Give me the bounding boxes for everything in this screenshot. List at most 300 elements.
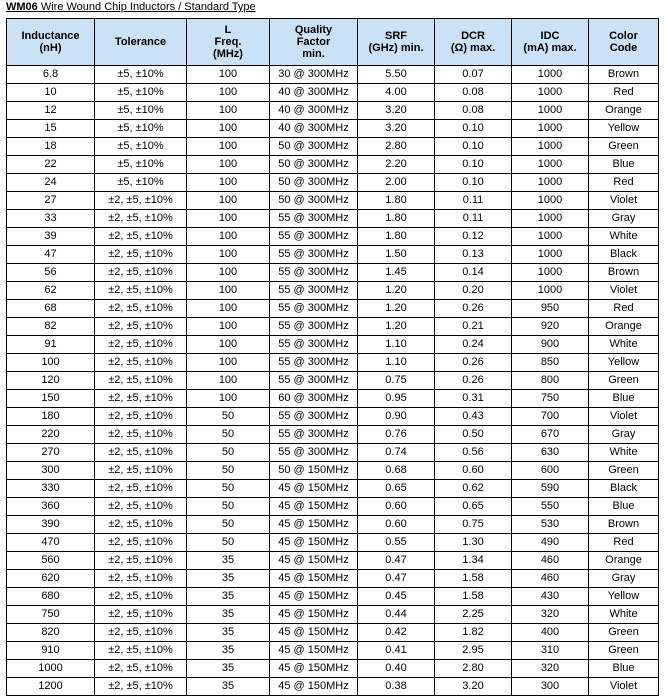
cell-dcr: 0.10 xyxy=(435,156,512,174)
cell-srf: 0.60 xyxy=(358,516,435,534)
cell-dcr: 0.56 xyxy=(435,444,512,462)
column-header-line: Quality xyxy=(294,24,333,36)
cell-idc: 460 xyxy=(512,552,589,570)
cell-inductance: 680 xyxy=(7,588,95,606)
cell-color-code: Red xyxy=(589,84,659,102)
cell-quality-factor: 50 @ 300MHz xyxy=(270,138,358,156)
cell-color-code: Gray xyxy=(589,426,659,444)
cell-inductance: 1000 xyxy=(7,660,95,678)
table-row xyxy=(7,498,659,516)
cell-dcr: 0.60 xyxy=(435,462,512,480)
column-header-line: (nH) xyxy=(39,42,62,54)
table-row xyxy=(7,678,659,696)
column-header-l-freq xyxy=(187,19,270,66)
cell-dcr: 0.26 xyxy=(435,372,512,390)
cell-inductance: 62 xyxy=(7,282,95,300)
column-header-line: IDC xyxy=(540,30,560,42)
part-number: WM06 xyxy=(6,1,38,13)
cell-srf: 3.20 xyxy=(358,120,435,138)
column-header-line: Factor xyxy=(296,36,331,48)
cell-tolerance: ±5, ±10% xyxy=(95,102,187,120)
cell-color-code: Violet xyxy=(589,192,659,210)
table-row xyxy=(7,480,659,498)
table-row xyxy=(7,354,659,372)
cell-color-code: Blue xyxy=(589,498,659,516)
cell-color-code: Blue xyxy=(589,660,659,678)
cell-inductance: 15 xyxy=(7,120,95,138)
cell-color-code: White xyxy=(589,444,659,462)
cell-color-code: Orange xyxy=(589,318,659,336)
cell-l-freq: 50 xyxy=(187,534,270,552)
cell-quality-factor: 55 @ 300MHz xyxy=(270,354,358,372)
cell-srf: 5.50 xyxy=(358,66,435,84)
table-row xyxy=(7,84,659,102)
table-row xyxy=(7,174,659,192)
cell-quality-factor: 55 @ 300MHz xyxy=(270,336,358,354)
cell-tolerance: ±2, ±5, ±10% xyxy=(95,264,187,282)
table-body xyxy=(7,66,659,696)
cell-srf: 0.47 xyxy=(358,570,435,588)
cell-srf: 4.00 xyxy=(358,84,435,102)
cell-inductance: 33 xyxy=(7,210,95,228)
cell-l-freq: 35 xyxy=(187,624,270,642)
cell-srf: 0.42 xyxy=(358,624,435,642)
table-row xyxy=(7,408,659,426)
table-row xyxy=(7,300,659,318)
cell-quality-factor: 45 @ 150MHz xyxy=(270,552,358,570)
cell-idc: 550 xyxy=(512,498,589,516)
table-row xyxy=(7,102,659,120)
table-row xyxy=(7,588,659,606)
cell-dcr: 0.11 xyxy=(435,192,512,210)
cell-idc: 300 xyxy=(512,678,589,696)
cell-l-freq: 35 xyxy=(187,606,270,624)
column-header-line: (Ω) max. xyxy=(450,42,496,54)
cell-inductance: 360 xyxy=(7,498,95,516)
cell-quality-factor: 45 @ 150MHz xyxy=(270,642,358,660)
cell-color-code: Black xyxy=(589,480,659,498)
cell-quality-factor: 55 @ 300MHz xyxy=(270,300,358,318)
cell-dcr: 0.10 xyxy=(435,174,512,192)
cell-idc: 1000 xyxy=(512,264,589,282)
cell-idc: 700 xyxy=(512,408,589,426)
cell-srf: 0.65 xyxy=(358,480,435,498)
cell-idc: 310 xyxy=(512,642,589,660)
table-row xyxy=(7,246,659,264)
cell-idc: 900 xyxy=(512,336,589,354)
cell-dcr: 0.10 xyxy=(435,138,512,156)
cell-inductance: 24 xyxy=(7,174,95,192)
cell-tolerance: ±2, ±5, ±10% xyxy=(95,228,187,246)
cell-tolerance: ±2, ±5, ±10% xyxy=(95,336,187,354)
cell-tolerance: ±2, ±5, ±10% xyxy=(95,552,187,570)
cell-srf: 0.68 xyxy=(358,462,435,480)
cell-color-code: Violet xyxy=(589,408,659,426)
table-row xyxy=(7,534,659,552)
table-row xyxy=(7,624,659,642)
table-row xyxy=(7,516,659,534)
cell-l-freq: 100 xyxy=(187,354,270,372)
cell-color-code: Orange xyxy=(589,102,659,120)
column-header-line: SRF xyxy=(385,30,407,42)
cell-dcr: 0.13 xyxy=(435,246,512,264)
cell-inductance: 220 xyxy=(7,426,95,444)
cell-srf: 0.47 xyxy=(358,552,435,570)
table-row xyxy=(7,552,659,570)
cell-inductance: 560 xyxy=(7,552,95,570)
cell-quality-factor: 55 @ 300MHz xyxy=(270,246,358,264)
column-header-inductance xyxy=(7,19,95,66)
cell-srf: 1.10 xyxy=(358,354,435,372)
cell-srf: 1.20 xyxy=(358,318,435,336)
table-row xyxy=(7,264,659,282)
table-row xyxy=(7,660,659,678)
cell-idc: 1000 xyxy=(512,174,589,192)
cell-l-freq: 100 xyxy=(187,300,270,318)
cell-tolerance: ±2, ±5, ±10% xyxy=(95,570,187,588)
cell-l-freq: 100 xyxy=(187,318,270,336)
cell-idc: 590 xyxy=(512,480,589,498)
cell-quality-factor: 45 @ 150MHz xyxy=(270,498,358,516)
cell-srf: 1.80 xyxy=(358,210,435,228)
cell-idc: 1000 xyxy=(512,156,589,174)
cell-dcr: 1.58 xyxy=(435,588,512,606)
column-header-quality-factor xyxy=(270,19,358,66)
cell-tolerance: ±2, ±5, ±10% xyxy=(95,462,187,480)
cell-color-code: Brown xyxy=(589,264,659,282)
cell-tolerance: ±2, ±5, ±10% xyxy=(95,426,187,444)
cell-color-code: Green xyxy=(589,138,659,156)
cell-inductance: 1200 xyxy=(7,678,95,696)
cell-idc: 400 xyxy=(512,624,589,642)
cell-quality-factor: 45 @ 150MHz xyxy=(270,516,358,534)
cell-inductance: 6.8 xyxy=(7,66,95,84)
cell-color-code: Brown xyxy=(589,516,659,534)
cell-inductance: 620 xyxy=(7,570,95,588)
cell-l-freq: 50 xyxy=(187,426,270,444)
table-row xyxy=(7,336,659,354)
cell-quality-factor: 45 @ 150MHz xyxy=(270,480,358,498)
title-text: Wire Wound Chip Inductors / Standard Type xyxy=(37,1,256,13)
cell-l-freq: 100 xyxy=(187,156,270,174)
cell-dcr: 0.11 xyxy=(435,210,512,228)
cell-tolerance: ±2, ±5, ±10% xyxy=(95,246,187,264)
cell-inductance: 150 xyxy=(7,390,95,408)
cell-tolerance: ±2, ±5, ±10% xyxy=(95,444,187,462)
cell-idc: 1000 xyxy=(512,120,589,138)
cell-color-code: White xyxy=(589,228,659,246)
cell-dcr: 0.43 xyxy=(435,408,512,426)
column-header-line: min. xyxy=(302,48,325,60)
cell-color-code: Yellow xyxy=(589,588,659,606)
cell-color-code: Red xyxy=(589,174,659,192)
cell-quality-factor: 40 @ 300MHz xyxy=(270,84,358,102)
table-row xyxy=(7,138,659,156)
table-row xyxy=(7,210,659,228)
cell-quality-factor: 45 @ 150MHz xyxy=(270,606,358,624)
cell-tolerance: ±2, ±5, ±10% xyxy=(95,408,187,426)
cell-l-freq: 100 xyxy=(187,192,270,210)
cell-quality-factor: 55 @ 300MHz xyxy=(270,444,358,462)
cell-tolerance: ±2, ±5, ±10% xyxy=(95,300,187,318)
cell-quality-factor: 50 @ 150MHz xyxy=(270,462,358,480)
cell-l-freq: 100 xyxy=(187,84,270,102)
cell-tolerance: ±5, ±10% xyxy=(95,156,187,174)
cell-srf: 0.41 xyxy=(358,642,435,660)
cell-quality-factor: 55 @ 300MHz xyxy=(270,264,358,282)
cell-srf: 0.44 xyxy=(358,606,435,624)
table-row xyxy=(7,426,659,444)
cell-inductance: 39 xyxy=(7,228,95,246)
cell-l-freq: 35 xyxy=(187,678,270,696)
table-row xyxy=(7,462,659,480)
cell-l-freq: 100 xyxy=(187,174,270,192)
cell-quality-factor: 55 @ 300MHz xyxy=(270,408,358,426)
cell-srf: 0.45 xyxy=(358,588,435,606)
cell-srf: 0.60 xyxy=(358,498,435,516)
cell-color-code: White xyxy=(589,336,659,354)
cell-l-freq: 100 xyxy=(187,120,270,138)
cell-srf: 0.55 xyxy=(358,534,435,552)
cell-dcr: 0.26 xyxy=(435,354,512,372)
cell-idc: 1000 xyxy=(512,84,589,102)
table-row xyxy=(7,228,659,246)
cell-dcr: 0.08 xyxy=(435,102,512,120)
cell-dcr: 0.14 xyxy=(435,264,512,282)
cell-color-code: Green xyxy=(589,642,659,660)
cell-srf: 0.90 xyxy=(358,408,435,426)
column-header-color-code xyxy=(589,19,659,66)
cell-inductance: 82 xyxy=(7,318,95,336)
cell-dcr: 1.58 xyxy=(435,570,512,588)
cell-inductance: 270 xyxy=(7,444,95,462)
cell-quality-factor: 55 @ 300MHz xyxy=(270,282,358,300)
table-row xyxy=(7,390,659,408)
cell-color-code: Brown xyxy=(589,66,659,84)
table-row xyxy=(7,66,659,84)
cell-l-freq: 35 xyxy=(187,642,270,660)
cell-dcr: 0.75 xyxy=(435,516,512,534)
cell-idc: 1000 xyxy=(512,192,589,210)
cell-color-code: Yellow xyxy=(589,354,659,372)
column-header-srf xyxy=(358,19,435,66)
table-row xyxy=(7,606,659,624)
cell-quality-factor: 55 @ 300MHz xyxy=(270,228,358,246)
column-header-line: Inductance xyxy=(21,30,80,42)
cell-inductance: 120 xyxy=(7,372,95,390)
cell-tolerance: ±2, ±5, ±10% xyxy=(95,624,187,642)
cell-idc: 490 xyxy=(512,534,589,552)
cell-color-code: Gray xyxy=(589,210,659,228)
cell-idc: 1000 xyxy=(512,246,589,264)
cell-idc: 630 xyxy=(512,444,589,462)
cell-idc: 1000 xyxy=(512,102,589,120)
cell-inductance: 68 xyxy=(7,300,95,318)
cell-l-freq: 50 xyxy=(187,444,270,462)
cell-idc: 850 xyxy=(512,354,589,372)
cell-tolerance: ±2, ±5, ±10% xyxy=(95,498,187,516)
cell-srf: 0.76 xyxy=(358,426,435,444)
cell-quality-factor: 30 @ 300MHz xyxy=(270,66,358,84)
cell-idc: 320 xyxy=(512,606,589,624)
table-header xyxy=(7,19,659,66)
cell-color-code: Violet xyxy=(589,282,659,300)
column-header-line: Color xyxy=(609,30,638,42)
cell-idc: 320 xyxy=(512,660,589,678)
cell-inductance: 56 xyxy=(7,264,95,282)
cell-dcr: 0.08 xyxy=(435,84,512,102)
cell-srf: 0.38 xyxy=(358,678,435,696)
cell-l-freq: 50 xyxy=(187,516,270,534)
cell-tolerance: ±2, ±5, ±10% xyxy=(95,678,187,696)
cell-srf: 1.20 xyxy=(358,282,435,300)
table-row xyxy=(7,192,659,210)
cell-l-freq: 35 xyxy=(187,570,270,588)
cell-tolerance: ±2, ±5, ±10% xyxy=(95,390,187,408)
cell-color-code: Gray xyxy=(589,570,659,588)
cell-tolerance: ±2, ±5, ±10% xyxy=(95,192,187,210)
column-header-line: L xyxy=(224,24,232,36)
cell-quality-factor: 50 @ 300MHz xyxy=(270,174,358,192)
cell-l-freq: 50 xyxy=(187,408,270,426)
cell-l-freq: 50 xyxy=(187,480,270,498)
header-row xyxy=(7,19,659,66)
cell-dcr: 2.25 xyxy=(435,606,512,624)
cell-quality-factor: 45 @ 150MHz xyxy=(270,570,358,588)
cell-inductance: 91 xyxy=(7,336,95,354)
cell-srf: 0.40 xyxy=(358,660,435,678)
cell-dcr: 2.95 xyxy=(435,642,512,660)
cell-l-freq: 100 xyxy=(187,66,270,84)
cell-dcr: 0.20 xyxy=(435,282,512,300)
cell-quality-factor: 40 @ 300MHz xyxy=(270,102,358,120)
column-header-line: DCR xyxy=(461,30,485,42)
cell-tolerance: ±2, ±5, ±10% xyxy=(95,354,187,372)
cell-tolerance: ±2, ±5, ±10% xyxy=(95,282,187,300)
cell-idc: 530 xyxy=(512,516,589,534)
page-title xyxy=(6,1,256,14)
table-row xyxy=(7,570,659,588)
cell-dcr: 1.34 xyxy=(435,552,512,570)
cell-color-code: Yellow xyxy=(589,120,659,138)
cell-inductance: 47 xyxy=(7,246,95,264)
cell-dcr: 0.65 xyxy=(435,498,512,516)
cell-dcr: 0.62 xyxy=(435,480,512,498)
cell-idc: 600 xyxy=(512,462,589,480)
cell-srf: 2.20 xyxy=(358,156,435,174)
cell-tolerance: ±2, ±5, ±10% xyxy=(95,372,187,390)
cell-quality-factor: 55 @ 300MHz xyxy=(270,372,358,390)
cell-srf: 2.80 xyxy=(358,138,435,156)
column-header-tolerance xyxy=(95,19,187,66)
cell-dcr: 3.20 xyxy=(435,678,512,696)
cell-l-freq: 100 xyxy=(187,372,270,390)
cell-tolerance: ±2, ±5, ±10% xyxy=(95,534,187,552)
cell-idc: 1000 xyxy=(512,228,589,246)
cell-color-code: Orange xyxy=(589,552,659,570)
cell-dcr: 0.24 xyxy=(435,336,512,354)
cell-l-freq: 35 xyxy=(187,588,270,606)
cell-srf: 1.10 xyxy=(358,336,435,354)
cell-quality-factor: 50 @ 300MHz xyxy=(270,192,358,210)
cell-srf: 0.95 xyxy=(358,390,435,408)
cell-tolerance: ±5, ±10% xyxy=(95,66,187,84)
cell-color-code: Blue xyxy=(589,156,659,174)
cell-srf: 0.75 xyxy=(358,372,435,390)
column-header-line: Code xyxy=(609,42,638,54)
cell-srf: 0.74 xyxy=(358,444,435,462)
cell-tolerance: ±2, ±5, ±10% xyxy=(95,642,187,660)
cell-l-freq: 100 xyxy=(187,246,270,264)
cell-inductance: 10 xyxy=(7,84,95,102)
cell-inductance: 18 xyxy=(7,138,95,156)
column-header-line: (GHz) min. xyxy=(368,42,424,54)
cell-tolerance: ±5, ±10% xyxy=(95,84,187,102)
cell-inductance: 330 xyxy=(7,480,95,498)
cell-l-freq: 100 xyxy=(187,336,270,354)
cell-tolerance: ±2, ±5, ±10% xyxy=(95,318,187,336)
cell-inductance: 180 xyxy=(7,408,95,426)
cell-dcr: 0.21 xyxy=(435,318,512,336)
cell-tolerance: ±5, ±10% xyxy=(95,138,187,156)
cell-quality-factor: 40 @ 300MHz xyxy=(270,120,358,138)
cell-l-freq: 100 xyxy=(187,102,270,120)
cell-idc: 1000 xyxy=(512,66,589,84)
cell-quality-factor: 45 @ 150MHz xyxy=(270,678,358,696)
cell-tolerance: ±2, ±5, ±10% xyxy=(95,516,187,534)
cell-quality-factor: 55 @ 300MHz xyxy=(270,210,358,228)
cell-dcr: 1.30 xyxy=(435,534,512,552)
cell-l-freq: 35 xyxy=(187,552,270,570)
cell-tolerance: ±2, ±5, ±10% xyxy=(95,660,187,678)
cell-idc: 430 xyxy=(512,588,589,606)
cell-l-freq: 100 xyxy=(187,210,270,228)
cell-srf: 1.20 xyxy=(358,300,435,318)
cell-idc: 920 xyxy=(512,318,589,336)
cell-l-freq: 100 xyxy=(187,390,270,408)
cell-idc: 1000 xyxy=(512,210,589,228)
table-row xyxy=(7,120,659,138)
cell-quality-factor: 45 @ 150MHz xyxy=(270,588,358,606)
cell-dcr: 0.31 xyxy=(435,390,512,408)
cell-dcr: 0.50 xyxy=(435,426,512,444)
cell-tolerance: ±5, ±10% xyxy=(95,174,187,192)
cell-color-code: Red xyxy=(589,300,659,318)
cell-quality-factor: 50 @ 300MHz xyxy=(270,156,358,174)
column-header-line: (MHz) xyxy=(213,48,243,60)
cell-inductance: 820 xyxy=(7,624,95,642)
cell-srf: 3.20 xyxy=(358,102,435,120)
column-header-idc xyxy=(512,19,589,66)
cell-color-code: Black xyxy=(589,246,659,264)
cell-quality-factor: 45 @ 150MHz xyxy=(270,534,358,552)
cell-inductance: 750 xyxy=(7,606,95,624)
cell-idc: 950 xyxy=(512,300,589,318)
cell-tolerance: ±2, ±5, ±10% xyxy=(95,606,187,624)
table-row xyxy=(7,318,659,336)
cell-srf: 1.50 xyxy=(358,246,435,264)
cell-srf: 2.00 xyxy=(358,174,435,192)
cell-color-code: White xyxy=(589,606,659,624)
table-row xyxy=(7,156,659,174)
cell-color-code: Blue xyxy=(589,390,659,408)
cell-idc: 670 xyxy=(512,426,589,444)
cell-color-code: Green xyxy=(589,372,659,390)
cell-dcr: 0.07 xyxy=(435,66,512,84)
column-header-line: Freq. xyxy=(214,36,242,48)
cell-tolerance: ±5, ±10% xyxy=(95,120,187,138)
cell-inductance: 300 xyxy=(7,462,95,480)
